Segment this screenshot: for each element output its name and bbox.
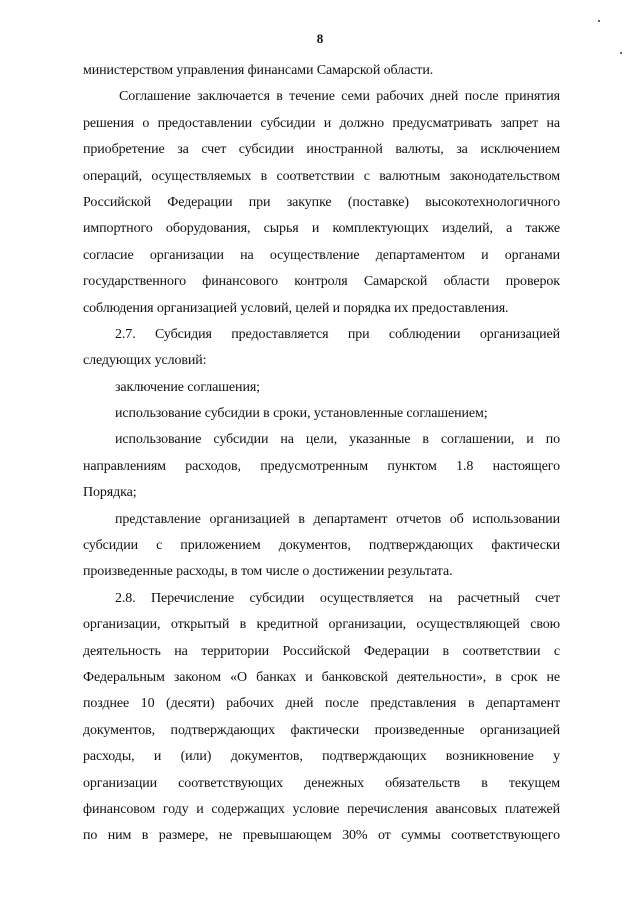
text-line: расходы, и (или) документов, подтверждающих возникновение у	[83, 749, 560, 765]
text-line: произведенные расходы, в том числе о достижении результата.	[83, 564, 453, 580]
list-item: представление организацией в департамент отчетов об использовании	[115, 511, 560, 527]
text-line: министерством управления финансами Самарской области.	[83, 63, 434, 78]
document-body	[83, 58, 560, 850]
text-line: направлениям расходов, предусмотренным пунктом 1.8 настоящего	[83, 458, 560, 474]
text-line: согласие организации на осуществление департаментом и органами	[83, 247, 560, 263]
text-line: по ним в размере, не превышающем 30% от суммы соответствующего	[83, 828, 560, 844]
section-heading-line: 2.7. Субсидия предоставляется при соблюдении организацией	[115, 326, 560, 342]
text-line: импортного оборудования, сырья и комплектующих изделий, а также	[83, 221, 560, 237]
text-line: Порядка;	[83, 485, 137, 501]
text-line: приобретение за счет субсидии иностранной валюты, за исключением	[83, 142, 560, 158]
text-line: решения о предоставлении субсидии и должно предусматривать запрет на	[83, 115, 560, 131]
list-item: заключение соглашения;	[115, 379, 260, 395]
text-line: операций, осуществляемых в соответствии с валютным законодательством	[83, 168, 560, 184]
page-number: 8	[316, 31, 324, 46]
text-line: организации, открытый в кредитной организации, осуществляющей свою	[83, 617, 560, 633]
text-line: субсидии с приложением документов, подтверждающих фактически	[83, 538, 560, 554]
scan-speck	[620, 52, 622, 54]
section-heading-line: 2.8. Перечисление субсидии осуществляется на расчетный счет	[115, 590, 560, 606]
text-line: деятельность на территории Российской Федерации в соответствии с	[83, 643, 560, 659]
text-line: документов, подтверждающих фактически произведенные организацией	[83, 722, 560, 738]
text-line: организации соответствующих денежных обязательств в текущем	[83, 775, 560, 791]
text-line: Российской Федерации при закупке (поставке) высокотехнологичного	[83, 194, 560, 210]
text-line: следующих условий:	[83, 353, 207, 369]
text-line: финансовом году и содержащих условие перечисления авансовых платежей	[83, 801, 560, 817]
text-line: соблюдения организацией условий, целей и порядка их предоставления.	[83, 300, 509, 316]
list-item: использование субсидии на цели, указанные в соглашении, и по	[115, 432, 560, 448]
list-item: использование субсидии в сроки, установленные соглашением;	[115, 406, 488, 422]
text-line: позднее 10 (десяти) рабочих дней после представления в департамент	[83, 696, 560, 712]
text-line: Федеральным законом «О банках и банковской деятельности», в срок не	[83, 669, 560, 685]
text-line: государственного финансового контроля Самарской области проверок	[83, 274, 560, 290]
scan-speck	[598, 20, 600, 22]
paragraph-line: Соглашение заключается в течение семи рабочих дней после принятия	[119, 89, 560, 105]
